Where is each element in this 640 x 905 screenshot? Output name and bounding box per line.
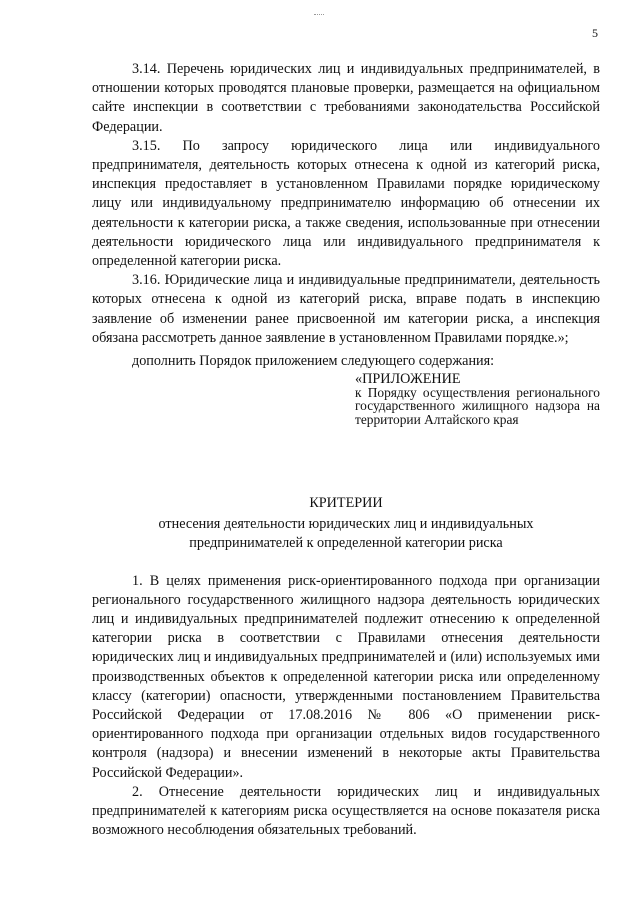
criteria-title: КРИТЕРИИ <box>309 495 383 511</box>
paragraph-3-14: 3.14. Перечень юридических лиц и индивидуальных предпринимателей, в отношении которых проводятся плановые проверки, размещается на официальном сайте инспекции в соответствии с требованиями законодательства Российской Федерации. <box>92 61 600 135</box>
criteria-paragraph-2: 2. Отнесение деятельности юридических лиц и индивидуальных предпринимателей к категориям риска осуществляется на основе показателя риска возможного несоблюдения обязательных требований. <box>92 783 600 839</box>
appendix-header <box>355 373 600 426</box>
pre-appendix-line: дополнить Порядок приложением следующего содержания: <box>132 353 495 370</box>
appendix-subtitle: к Порядку осуществления регионального государственного жилищного надзора на территории Алтайского края <box>355 385 600 427</box>
page-number: 5 <box>592 26 598 40</box>
scan-artifact <box>314 14 324 17</box>
criteria-paragraph-1: 1. В целях применения риск-ориентированного подхода при организации регионального государственного жилищного надзора деятельность юридических лиц и индивидуальных предпринимателей подлежит отнесению к определенной категории риска в соответствии с Правилами отнесения деятельности юридических лиц и индивидуальных предпринимателей и (или) используемых ими производственных объектов к определенной категории риска или определенному классу (категории) опасности, утвержденными постановлением Правительства Российской Федерации от 17.08.2016 № 806 «О применении риск-ориентированного подхода при организации отдельных видов государственного контроля (надзора) и внесении изменений в некоторые акты Правительства Российской Федерации». <box>92 572 600 781</box>
paragraph-3-15: 3.15. По запросу юридического лица или индивидуального предпринимателя, деятельность которых отнесена к одной из категорий риска, инспекция предоставляет в установленном Правилами порядке юридическому лицу или индивидуальному предпринимателю информацию об отнесении их деятельности к категории риска, а также сведения, использованные при отнесении деятельности юридического лица или индивидуального предпринимателя к определенной категории риска. <box>92 137 600 270</box>
paragraph-3-16: 3.16. Юридические лица и индивидуальные предприниматели, деятельность которых отнесена к одной из категорий риска, вправе подать в инспекцию заявление об изменении ранее присвоенной им категории риска, а инспекция обязана рассмотреть данное заявление в установленном Правилами порядке.»; <box>92 272 600 346</box>
criteria-subtitle: отнесения деятельности юридических лиц и индивидуальных предпринимателей к определенной категории риска <box>158 516 534 552</box>
main-text <box>92 60 600 371</box>
appendix-title: «ПРИЛОЖЕНИЕ <box>355 371 461 387</box>
criteria-section <box>92 494 600 840</box>
